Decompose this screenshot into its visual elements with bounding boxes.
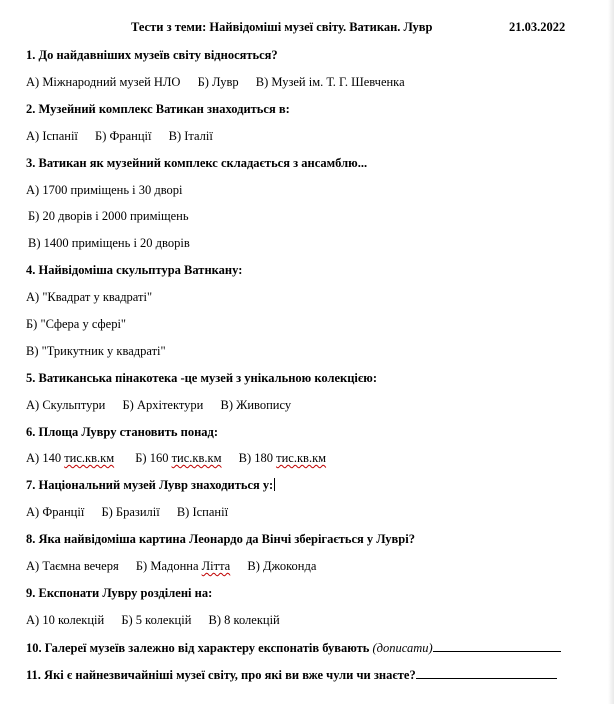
answer-blank [433, 640, 561, 652]
question-10-note: (дописати) [372, 641, 433, 655]
question-8: 8. Яка найвідоміша картина Леонардо да Вінчі зберігається у Луврі? [26, 532, 415, 546]
option-a: А) 1700 приміщень і 30 дворі [26, 183, 183, 197]
option-c: В) Італії [168, 129, 213, 143]
option-b: Б) Бразилії [101, 505, 160, 519]
answers-5 [26, 398, 291, 413]
option-c: В) 180 тис.кв.км [238, 451, 327, 465]
option-b: Б) Франції [95, 129, 152, 143]
option-a: А) "Квадрат у квадраті" [26, 290, 153, 304]
option-c: В) "Трикутник у квадраті" [26, 344, 166, 358]
document-title: Тести з теми: Найвідоміші музеї світу. Ватикан. Лувр [131, 20, 433, 34]
page-edge-shadow [608, 0, 614, 704]
option-a: А) 10 колекцій [26, 613, 105, 627]
option-b: Б) 5 колекцій [121, 613, 192, 627]
option-a: А) Таємна вечеря [26, 559, 119, 573]
option-b: Б) Мадонна Літта [135, 559, 231, 573]
option-a: А) Міжнародний музей НЛО [26, 75, 181, 89]
question-6: 6. Площа Лувру становить понад: [26, 425, 219, 439]
option-a: А) Іспанії [26, 129, 78, 143]
question-3: 3. Ватикан як музейний комплекс складається з ансамблю... [26, 156, 368, 170]
spellcheck-mark: Літта [201, 559, 231, 573]
question-9: 9. Експонати Лувру розділені на: [26, 586, 213, 600]
option-b: Б) "Сфера у сфері" [26, 317, 127, 331]
option-b: Б) Лувр [197, 75, 239, 89]
option-b: Б) Архітектури [122, 398, 204, 412]
option-a: А) Франції [26, 505, 85, 519]
question-7: 7. Національний музей Лувр знаходиться у: [26, 478, 274, 492]
answers-9 [26, 613, 280, 628]
question-1: 1. До найдавніших музеїв світу відносяться? [26, 48, 278, 62]
answers-2 [26, 129, 213, 144]
option-a: А) Скульптури [26, 398, 106, 412]
option-b: Б) 20 дворів і 2000 приміщень [28, 209, 189, 223]
option-c: В) Музей ім. Т. Г. Шевченка [255, 75, 405, 89]
question-10: 10. Галереї музеїв залежно від характеру експонатів бувають (дописати) [26, 640, 561, 656]
document-header [0, 20, 614, 38]
answers-6 [26, 451, 326, 466]
answers-7 [26, 505, 228, 520]
answers-8 [26, 559, 316, 574]
document-date: 21.03.2022 [509, 20, 566, 34]
option-a: А) 140 тис.кв.км [26, 451, 115, 465]
spellcheck-mark: тис.кв.км [64, 451, 115, 465]
answer-blank [416, 667, 557, 679]
option-c: В) 8 колекцій [208, 613, 280, 627]
option-b: Б) 160 тис.кв.км [135, 451, 222, 465]
option-c: В) Живопису [220, 398, 292, 412]
option-c: В) 1400 приміщень і 20 дворів [28, 236, 190, 250]
question-11: 11. Які є найнезвичайніші музеї світу, про які ви вже чули чи знаєте? [26, 667, 557, 683]
spellcheck-mark: тис.кв.км [171, 451, 222, 465]
question-5: 5. Ватиканська пінакотека -це музей з унікальною колекцією: [26, 371, 378, 385]
option-c: В) Іспанії [176, 505, 229, 519]
question-2: 2. Музейний комплекс Ватикан знаходиться в: [26, 102, 290, 116]
answers-1 [26, 75, 405, 90]
spellcheck-mark: тис.кв.км [276, 451, 327, 465]
text-cursor [274, 478, 275, 491]
question-4: 4. Найвідоміша скульптура Ватнкану: [26, 263, 243, 277]
option-c: В) Джоконда [247, 559, 317, 573]
